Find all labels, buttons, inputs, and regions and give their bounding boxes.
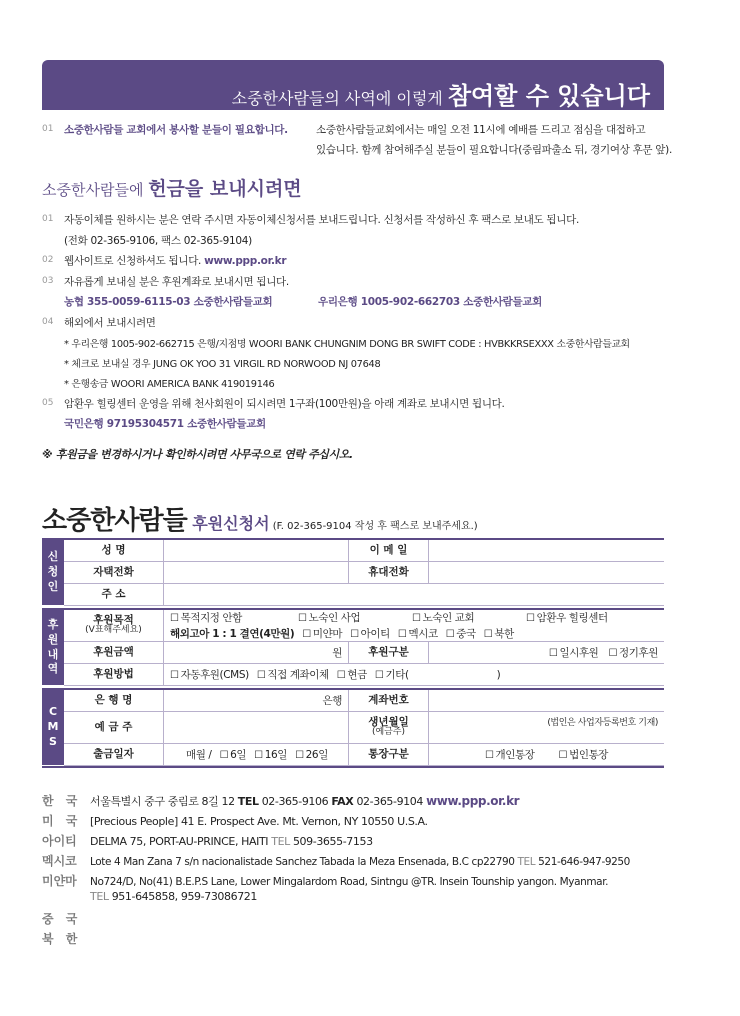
method-options: [164, 664, 664, 685]
account-woori: 우리은행 1005-902-662703 소중한사람들교회: [318, 296, 543, 308]
section-label: C M S: [42, 690, 64, 766]
home-phone-label: 자택전화: [64, 562, 164, 583]
bank-unit: 은행: [322, 695, 342, 707]
method-checkbox[interactable]: ☐ 자동후원(CMS): [170, 667, 249, 682]
support-application-form: [42, 538, 664, 768]
address-usa: [42, 812, 428, 829]
tel-label: TEL: [517, 856, 536, 868]
banner-emphasis: 참여할 수 있습니다: [447, 82, 650, 110]
withdraw-date-options: [164, 744, 349, 765]
overseas-bullet: * 우리은행 1005-902-662715 은행/지점명 WOORI BANK CHUNGNIM DONG BR SWIFT CODE : HVBKKRSEXXX 소중한사람들교회: [64, 339, 630, 350]
form-row: [64, 690, 664, 712]
address-text: DELMA 75, PORT-AU-PRINCE, HAITI: [90, 835, 272, 848]
form-row: [64, 744, 664, 766]
method-checkbox[interactable]: ☐ 현금: [337, 667, 367, 682]
withdraw-date-label: 출금일자: [64, 744, 164, 765]
donation-heading-b: 헌금을 보내시려면: [148, 178, 302, 200]
birth-label: [349, 712, 429, 743]
method-checkbox[interactable]: ☐ 기타(: [375, 667, 409, 682]
address-haiti: [42, 832, 373, 849]
donation-item-text: 해외에서 보내시려면: [64, 317, 156, 329]
method-close-paren: ): [496, 668, 501, 681]
holder-field[interactable]: [164, 712, 349, 743]
account-kb: 국민은행 97195304571 소중한사람들교회: [64, 418, 266, 430]
monthly-label: 매월 /: [186, 749, 212, 761]
form-bottom-border: [42, 766, 664, 768]
support-section: [42, 610, 664, 686]
volunteer-title: 소중한사람들 교회에서 봉사할 분들이 필요합니다.: [64, 124, 288, 136]
overseas-checkbox[interactable]: ☐ 아이티: [350, 626, 390, 641]
donation-item-text: 자유롭게 보내실 분은 후원계좌로 보내시면 됩니다.: [64, 276, 289, 288]
tel-number: 509-3655-7153: [289, 835, 373, 848]
form-title-main: 소중한사람들: [42, 506, 187, 536]
address-label: 주 소: [64, 584, 164, 605]
name-label: 성 명: [64, 540, 164, 561]
tel-number: 951-645858, 959-73086721: [108, 890, 258, 903]
item-number: 03: [42, 276, 54, 286]
volunteer-desc: 있습니다. 함께 참여해주실 분들이 필요합니다(중림파출소 뒤, 경기여상 후문 앞).: [316, 144, 672, 156]
overseas-checkbox[interactable]: ☐ 중국: [446, 626, 476, 641]
donation-item-sub: (전화 02-365-9106, 팩스 02-365-9104): [64, 235, 252, 247]
address-korea: [42, 792, 519, 809]
item-number: 04: [42, 317, 54, 327]
overseas-bullet: * 체크로 보내실 경우 JUNG OK YOO 31 VIRGIL RD NORWOOD NJ 07648: [64, 359, 381, 370]
account-field[interactable]: [429, 690, 664, 711]
holder-label: 예 금 주: [64, 712, 164, 743]
tel-number: 521-646-947-9250: [535, 856, 630, 868]
email-field[interactable]: [429, 540, 664, 561]
account-type-label: 통장구분: [349, 744, 429, 765]
address-text: 서울특별시 중구 중림로 8길 12: [90, 795, 238, 808]
volunteer-desc: 소중한사람들교회에서는 매일 오전 11시에 예배를 드리고 점심을 대접하고: [316, 124, 646, 136]
purpose-checkbox[interactable]: ☐ 노숙인 사업: [298, 610, 412, 625]
donation-heading: [42, 174, 302, 201]
overseas-bullet: * 은행송금 WOORI AMERICA BANK 419019146: [64, 379, 275, 390]
form-row: [64, 712, 664, 744]
banner-text: 소중한사람들의 사역에 이렇게: [231, 89, 448, 108]
form-row: [64, 540, 664, 562]
home-phone-field[interactable]: [164, 562, 349, 583]
country-label: 한 국: [42, 794, 82, 808]
address-text: No724/D, No(41) B.E.P.S Lane, Lower Mingalardom Road, Sintngu @TR. Insein Tounship yangon. Myanmar.: [90, 876, 609, 888]
country-label: 미얀마: [42, 874, 77, 888]
type-label: 후원구분: [349, 642, 429, 663]
form-row: [64, 562, 664, 584]
country-label: 중 국: [42, 912, 82, 926]
birth-field[interactable]: [429, 712, 664, 743]
item-number: 01: [42, 214, 54, 224]
overseas-checkbox[interactable]: ☐ 북한: [484, 626, 514, 641]
donation-item-text-main: 웹사이트로 신청하셔도 됩니다.: [64, 255, 205, 267]
donation-heading-a: 소중한사람들에: [42, 181, 149, 199]
address-north-korea: [42, 930, 90, 947]
section-label: 후 원 내 역: [42, 610, 64, 686]
address-field[interactable]: [164, 584, 664, 605]
date-checkbox[interactable]: ☐ 16일: [254, 747, 287, 762]
date-checkbox[interactable]: ☐ 6일: [220, 747, 247, 762]
bank-label: 은 행 명: [64, 690, 164, 711]
item-number: 05: [42, 398, 54, 408]
form-title-sub: 후원신청서: [186, 514, 270, 533]
address-myanmar: [42, 872, 608, 889]
form-row: [64, 610, 664, 642]
overseas-options-line: [170, 626, 514, 641]
address-mexico: [42, 852, 630, 869]
fax-label: FAX: [331, 795, 354, 808]
country-label: 미 국: [42, 814, 82, 828]
section-label: 신 청 인: [42, 540, 64, 606]
amount-label: 후원금액: [64, 642, 164, 663]
website-link[interactable]: www.ppp.or.kr: [426, 794, 520, 808]
cms-section: [42, 690, 664, 766]
tel-label: TEL: [90, 890, 109, 903]
form-title: [42, 500, 478, 537]
purpose-label: [64, 610, 164, 641]
method-label: 후원방법: [64, 664, 164, 685]
account-label: 계좌번호: [349, 690, 429, 711]
purpose-checkbox[interactable]: ☐ 암환우 힐링센터: [526, 610, 608, 625]
name-field[interactable]: [164, 540, 349, 561]
form-row: [64, 584, 664, 606]
item-number: 02: [42, 255, 54, 265]
account-nh: 농협 355-0059-6115-03 소중한사람들교회: [64, 296, 273, 308]
item-number: 01: [42, 124, 54, 134]
applicant-section: [42, 540, 664, 606]
tel-label: TEL: [237, 795, 259, 808]
tel-label: TEL: [271, 835, 290, 848]
type-checkbox[interactable]: ☐ 정기후원: [608, 645, 658, 660]
type-options: [429, 642, 664, 663]
country-label: 아이티: [42, 834, 77, 848]
purpose-label-sub: (V표해주세요): [85, 625, 142, 636]
amount-field[interactable]: [164, 642, 349, 663]
overseas-checkbox[interactable]: ☐ 미얀마: [302, 626, 342, 641]
country-label: 북 한: [42, 932, 82, 946]
type-checkbox[interactable]: ☐ 일시후원: [549, 645, 599, 660]
country-label: 멕시코: [42, 854, 77, 868]
purpose-checkbox[interactable]: ☐ 노숙인 교회: [412, 610, 526, 625]
account-type-options: [429, 744, 664, 765]
donation-item-text: 자동이체를 원하시는 분은 연락 주시면 자동이체신청서를 보내드립니다. 신청서를 작성하신 후 팩스로 보내도 됩니다.: [64, 214, 579, 226]
account-type-checkbox[interactable]: ☐ 법인통장: [559, 747, 609, 762]
donation-item-text: [64, 253, 286, 268]
method-checkbox[interactable]: ☐ 직접 계좌이체: [257, 667, 329, 682]
overseas-label: 해외고아 1 : 1 결연(4만원): [170, 628, 295, 640]
purpose-options-line: [170, 610, 608, 625]
email-label: 이 메 일: [349, 540, 429, 561]
fax-number: 02-365-9104: [353, 795, 427, 808]
donation-note: ※ 후원금을 변경하시거나 확인하시려면 사무국으로 연락 주십시오.: [42, 448, 353, 461]
address-china: [42, 910, 90, 927]
address-text: [Precious People] 41 E. Prospect Ave. Mt. Vernon, NY 10550 U.S.A.: [90, 815, 428, 828]
mobile-field[interactable]: [429, 562, 664, 583]
birth-label-sub: (예금주): [371, 727, 406, 738]
account-type-checkbox[interactable]: ☐ 개인통장: [485, 747, 535, 762]
form-fax-note: (F. 02-365-9104 작성 후 팩스로 보내주세요.): [269, 521, 478, 532]
purpose-options: [164, 610, 664, 641]
birth-note: (법인은 사업자등록번호 기재): [547, 718, 658, 728]
section-banner: [42, 60, 664, 110]
form-row: [64, 642, 664, 664]
bank-field[interactable]: [164, 690, 349, 711]
donation-item-text: 암환우 힐링센터 운영을 위해 천사회원이 되시려면 1구좌(100만원)을 아래 계좌로 보내시면 됩니다.: [64, 398, 505, 410]
date-checkbox[interactable]: ☐ 26일: [295, 747, 328, 762]
address-myanmar-tel: [42, 890, 257, 903]
purpose-checkbox[interactable]: ☐ 목적지정 안함: [170, 610, 298, 625]
form-row: [64, 664, 664, 686]
address-text: Lote 4 Man Zana 7 s/n nacionalistade Sanchez Tabada la Meza Ensenada, B.C cp22790: [90, 856, 518, 868]
overseas-checkbox[interactable]: ☐ 멕시코: [398, 626, 438, 641]
purpose-label-text: 후원목적: [93, 613, 134, 626]
mobile-label: 휴대전화: [349, 562, 429, 583]
won-unit: 원: [332, 647, 342, 659]
tel-number: 02-365-9106: [258, 795, 332, 808]
birth-label-text: 생년월일: [368, 715, 409, 728]
website-link[interactable]: www.ppp.or.kr: [204, 255, 287, 267]
